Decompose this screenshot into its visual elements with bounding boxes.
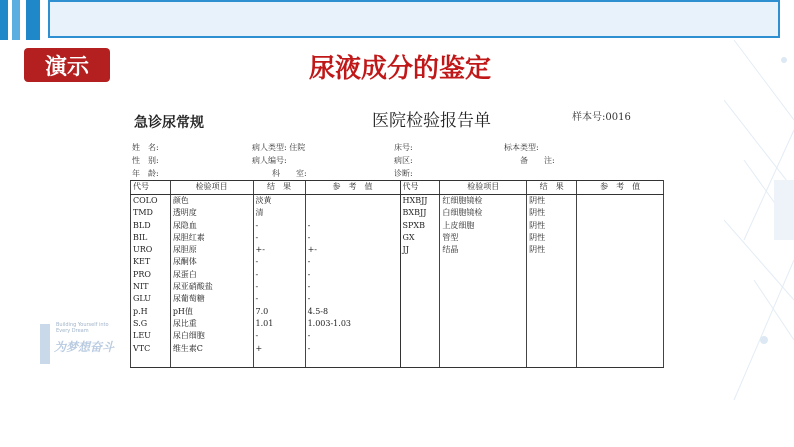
decor-square — [12, 0, 20, 40]
cell-result: +- — [253, 244, 305, 256]
table-row — [131, 220, 664, 232]
cell-code-2 — [400, 318, 440, 330]
lab-report-document — [122, 96, 682, 422]
cell-code: COLO — [131, 195, 171, 208]
decor-square — [0, 0, 8, 40]
cell-code-2 — [400, 343, 440, 355]
header-result: 结 果 — [253, 181, 305, 195]
info-patient-no: 病人编号: — [252, 156, 287, 165]
cell-result-2 — [527, 318, 577, 330]
cell-item: 尿胆原 — [170, 244, 253, 256]
cell-ref-2 — [577, 244, 664, 256]
cell-result-2 — [527, 281, 577, 293]
cell-code-2: SPXB — [400, 220, 440, 232]
cell-ref: - — [305, 256, 400, 268]
cell-code-2: GX — [400, 232, 440, 244]
table-row — [131, 293, 664, 305]
cell-item: 尿白细胞 — [170, 330, 253, 342]
cell-item-2 — [440, 355, 527, 368]
cell-result: - — [253, 269, 305, 281]
sample-number: 样本号:0016 — [572, 112, 631, 123]
cell-ref-2 — [577, 355, 664, 368]
cell-code: KET — [131, 256, 171, 268]
cell-item: 尿亚硝酸盐 — [170, 281, 253, 293]
cell-item-2: 红细胞镜检 — [440, 195, 527, 208]
cell-code-2 — [400, 293, 440, 305]
cell-code: VTC — [131, 343, 171, 355]
cell-ref-2 — [577, 207, 664, 219]
table-row — [131, 269, 664, 281]
cell-item-2 — [440, 343, 527, 355]
table-row — [131, 256, 664, 268]
cell-result: + — [253, 343, 305, 355]
cell-code-2: BXBJJ — [400, 207, 440, 219]
cell-ref-2 — [577, 195, 664, 208]
cell-result-2 — [527, 256, 577, 268]
report-heading: 医院检验报告单 — [372, 111, 491, 131]
cell-ref: 4.5-8 — [305, 306, 400, 318]
cell-code: BIL — [131, 232, 171, 244]
cell-item-2 — [440, 256, 527, 268]
cell-ref-2 — [577, 293, 664, 305]
cell-code: URO — [131, 244, 171, 256]
cell-ref: - — [305, 232, 400, 244]
cell-code: S.G — [131, 318, 171, 330]
cell-ref — [305, 207, 400, 219]
cell-result: 淡黄 — [253, 195, 305, 208]
cell-result-2: 阴性 — [527, 220, 577, 232]
cell-item: 维生素C — [170, 343, 253, 355]
header-item: 检验项目 — [170, 181, 253, 195]
cell-result-2 — [527, 343, 577, 355]
header-code-2: 代号 — [400, 181, 440, 195]
decorative-lines — [724, 40, 794, 440]
cell-result-2: 阴性 — [527, 195, 577, 208]
cell-item: 尿葡萄糖 — [170, 293, 253, 305]
cell-item-2 — [440, 269, 527, 281]
cell-ref-2 — [577, 318, 664, 330]
report-type: 急诊尿常规 — [134, 115, 204, 131]
cell-result-2: 阴性 — [527, 244, 577, 256]
cell-item: 透明度 — [170, 207, 253, 219]
info-gender: 性 别: — [132, 156, 159, 165]
cell-code-2 — [400, 281, 440, 293]
info-diagnosis: 诊断: — [394, 169, 413, 178]
table-row — [131, 232, 664, 244]
cell-item: 尿隐血 — [170, 220, 253, 232]
cell-result-2 — [527, 355, 577, 368]
cell-code: PRO — [131, 269, 171, 281]
demo-badge: 演示 — [24, 48, 110, 82]
cell-ref-2 — [577, 232, 664, 244]
cell-result: - — [253, 232, 305, 244]
header-code: 代号 — [131, 181, 171, 195]
cell-result: 清 — [253, 207, 305, 219]
table-row — [131, 330, 664, 342]
cell-item-2 — [440, 330, 527, 342]
cell-ref: - — [305, 293, 400, 305]
info-bed: 床号: — [394, 143, 413, 152]
info-age: 年 龄: — [132, 169, 159, 178]
cell-code — [131, 355, 171, 368]
table-row — [131, 207, 664, 219]
slide-title: 尿液成分的鉴定 — [308, 54, 491, 84]
cell-result-2: 阴性 — [527, 207, 577, 219]
cell-ref-2 — [577, 330, 664, 342]
cell-code: NIT — [131, 281, 171, 293]
cell-code-2 — [400, 269, 440, 281]
cell-code-2 — [400, 330, 440, 342]
cell-code-2: HXBJJ — [400, 195, 440, 208]
info-specimen-type: 标本类型: — [504, 143, 539, 152]
cell-item: 尿胆红素 — [170, 232, 253, 244]
watermark-logo — [40, 322, 120, 364]
cell-ref — [305, 355, 400, 368]
cell-ref-2 — [577, 269, 664, 281]
table-header-row — [131, 181, 664, 195]
cell-code: p.H — [131, 306, 171, 318]
cell-item-2: 管型 — [440, 232, 527, 244]
cell-ref-2 — [577, 281, 664, 293]
cell-ref-2 — [577, 256, 664, 268]
cell-code: LEU — [131, 330, 171, 342]
info-name: 姓 名: — [132, 143, 159, 152]
cell-ref: - — [305, 281, 400, 293]
top-decoration-bar — [0, 0, 794, 42]
cell-code-2 — [400, 256, 440, 268]
cell-ref-2 — [577, 306, 664, 318]
cell-result: 7.0 — [253, 306, 305, 318]
cell-code: GLU — [131, 293, 171, 305]
cell-result: - — [253, 220, 305, 232]
cell-ref: - — [305, 220, 400, 232]
cell-result-2 — [527, 306, 577, 318]
table-row — [131, 343, 664, 355]
cell-code: BLD — [131, 220, 171, 232]
decor-dot — [760, 336, 768, 344]
cell-result — [253, 355, 305, 368]
cell-item: pH值 — [170, 306, 253, 318]
table-row — [131, 306, 664, 318]
header-result-2: 结 果 — [527, 181, 577, 195]
cell-item: 尿蛋白 — [170, 269, 253, 281]
table-spacer-row — [131, 355, 664, 368]
cell-ref: 1.003-1.03 — [305, 318, 400, 330]
table-row — [131, 318, 664, 330]
header-band — [48, 0, 780, 38]
table-row — [131, 244, 664, 256]
cell-code: TMD — [131, 207, 171, 219]
cell-code-2 — [400, 355, 440, 368]
cell-result-2: 阴性 — [527, 232, 577, 244]
cell-ref: - — [305, 269, 400, 281]
cell-ref-2 — [577, 220, 664, 232]
cell-item-2 — [440, 318, 527, 330]
cell-result: - — [253, 293, 305, 305]
cell-result-2 — [527, 330, 577, 342]
cell-result: 1.01 — [253, 318, 305, 330]
watermark-text-en: Building Yourself into Every Dream — [56, 322, 109, 334]
info-patient-type: 病人类型: 住院 — [252, 143, 306, 152]
header-reference: 参 考 值 — [305, 181, 400, 195]
watermark-bar — [40, 324, 50, 364]
table-row — [131, 195, 664, 208]
cell-item-2 — [440, 281, 527, 293]
cell-item-2 — [440, 293, 527, 305]
cell-result: - — [253, 256, 305, 268]
cell-item-2: 白细胞镜检 — [440, 207, 527, 219]
table-row — [131, 281, 664, 293]
cell-ref — [305, 195, 400, 208]
cell-ref: - — [305, 343, 400, 355]
cell-item: 颜色 — [170, 195, 253, 208]
cell-result: - — [253, 330, 305, 342]
cell-result-2 — [527, 269, 577, 281]
cell-item-2: 上皮细胞 — [440, 220, 527, 232]
info-note: 备 注: — [520, 156, 555, 165]
cell-code-2 — [400, 306, 440, 318]
cell-item-2 — [440, 306, 527, 318]
cell-item: 尿酮体 — [170, 256, 253, 268]
cell-ref-2 — [577, 343, 664, 355]
decor-dot — [781, 57, 787, 63]
info-department: 科 室: — [272, 169, 307, 178]
cell-ref: +- — [305, 244, 400, 256]
header-reference-2: 参 考 值 — [577, 181, 664, 195]
cell-item-2: 结晶 — [440, 244, 527, 256]
cell-ref: - — [305, 330, 400, 342]
cell-result: - — [253, 281, 305, 293]
results-table — [130, 180, 664, 368]
watermark-text-zh: 为梦想奋斗 — [54, 340, 115, 354]
cell-item: 尿比重 — [170, 318, 253, 330]
info-ward: 病区: — [394, 156, 413, 165]
decor-square — [26, 0, 40, 40]
cell-item — [170, 355, 253, 368]
header-item-2: 检验项目 — [440, 181, 527, 195]
cell-result-2 — [527, 293, 577, 305]
cell-code-2: JJ — [400, 244, 440, 256]
